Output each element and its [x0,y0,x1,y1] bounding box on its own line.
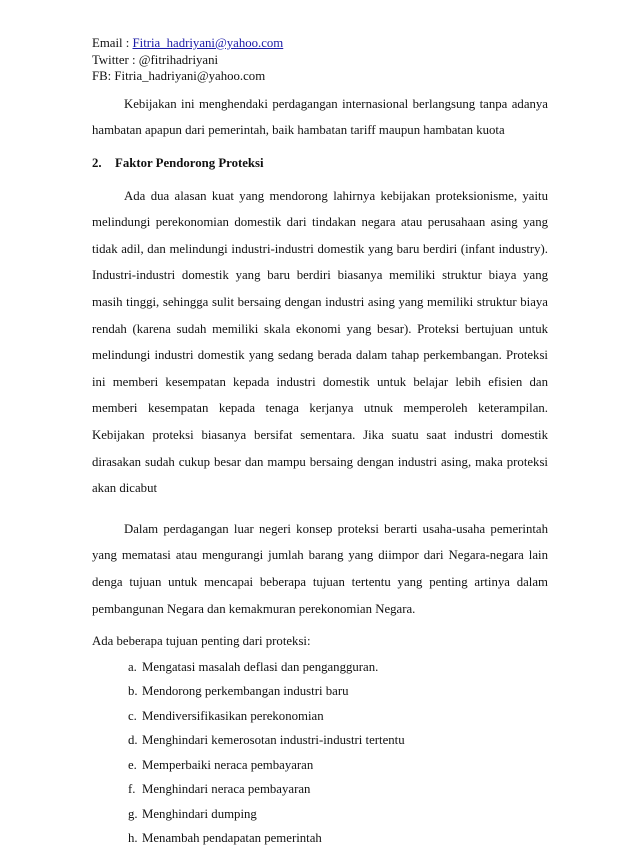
list-item [128,728,548,753]
list-marker: b. [128,684,138,699]
paragraph-konsep-proteksi: Dalam perdagangan luar negeri konsep proteksi berarti usaha-usaha pemerintah yang mematasi atau mengurangi jumlah barang yang diimpor dari Negara-negara lain denga tujuan untuk mencapai beberapa tujuan tertentu yang penting artinya dalam pembangunan Negara dan kemakmuran perekonomian Negara. [92,521,548,616]
list-marker: f. [128,782,136,797]
list-item-text: Menghindari kemerosotan industri-industri tertentu [142,733,405,748]
email-prefix: Email : [92,36,133,50]
list-marker: h. [128,831,138,846]
list-item-text: Menambah pendapatan pemerintah [142,831,322,846]
list-marker: d. [128,733,138,748]
list-item [128,826,548,851]
list-item-text: Menghindari neraca pembayaran [142,782,311,797]
list-item [128,704,548,729]
list-item [128,679,548,704]
list-item-text: Memperbaiki neraca pembayaran [142,757,314,772]
list-item-text: Mendiversifikasikan perekonomian [142,708,324,723]
email-link[interactable]: Fitria_hadriyani@yahoo.com [132,36,284,50]
facebook-line: FB: Fitria_hadriyani@yahoo.com [92,69,266,83]
list-intro: Ada beberapa tujuan penting dari proteksi: [92,634,311,649]
section-heading [92,156,548,171]
paragraph-faktor-pendorong: Ada dua alasan kuat yang mendorong lahirnya kebijakan proteksionisme, yaitu melindungi perekonomian domestik dari tindakan negara atau perusahaan asing yang tidak adil, dan melindungi industri-industri domestik yang baru berdiri (infant industry). Industri-industri domestik yang baru berdiri biasanya memiliki struktur biaya yang masih tinggi, sehingga sulit bersaing dengan industri asing yang memiliki struktur biaya rendah (karena sudah memiliki skala ekonomi yang besar). Proteksi bertujuan untuk melindungi industri domestik yang sedang berada dalam tahap perkembangan. Proteksi ini memberi kesempatan kepada industri domestik untuk belajar lebih efisien dan memberi kesempatan kepada tenaga kerjanya utnuk memperoleh keterampilan. Kebijakan proteksi biasanya bersifat sementara. Jika suatu saat industri domestik dirasakan sudah cukup besar dan mampu bersaing dengan industri asing, maka proteksi akan dicabut [92,188,548,496]
list-marker: a. [128,659,137,674]
list-marker: e. [128,757,137,772]
list-item [128,655,548,680]
contact-block [92,35,548,85]
list-item [128,753,548,778]
section-title: Faktor Pendorong Proteksi [115,155,264,170]
list-item-text: Menghindari dumping [142,806,257,821]
email-line [92,35,548,52]
list-item-text: Mengatasi masalah deflasi dan pengangguran. [142,659,379,674]
list-marker: g. [128,806,138,821]
list-item [128,777,548,802]
intro-paragraph: Kebijakan ini menghendaki perdagangan internasional berlangsung tanpa adanya hambatan apapun dari pemerintah, baik hambatan tariff maupun hambatan kuota [92,96,548,138]
section-number: 2. [92,155,102,170]
twitter-line: Twitter : @fitrihadriyani [92,52,219,67]
list-item-text: Mendorong perkembangan industri baru [142,684,349,699]
aims-list [92,655,548,851]
list-item [128,802,548,827]
list-marker: c. [128,708,137,723]
